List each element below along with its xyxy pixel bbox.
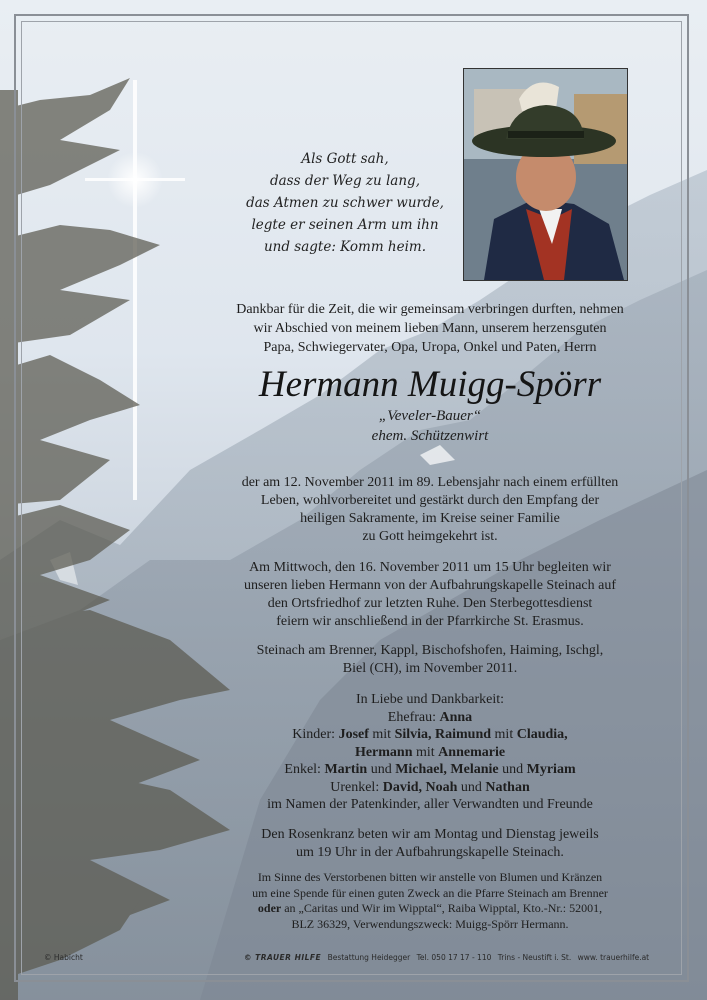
- paragraph-line-rest: an „Caritas und Wir im Wipptal“, Raiba Wipptal, Kto.-Nr.: 52001,: [284, 901, 603, 915]
- children-line: [200, 726, 660, 744]
- grandchildren-line: [200, 761, 660, 779]
- company-name: Bestattung Heidegger: [327, 953, 411, 962]
- connector: und: [370, 762, 392, 777]
- paragraph-line: Den Rosenkranz beten wir am Montag und Dienstag jeweils: [261, 827, 599, 842]
- connector: und: [502, 762, 524, 777]
- connector: mit: [494, 727, 514, 742]
- intro-text: [200, 300, 660, 357]
- children-label: Kinder:: [292, 727, 336, 742]
- poem-line: dass der Weg zu lang,: [269, 173, 420, 189]
- death-paragraph: [200, 474, 660, 546]
- paragraph-line: Leben, wohlvorbereitet und gestärkt durch den Empfang der: [260, 493, 600, 508]
- great-grandchild-name: Nathan: [485, 779, 530, 795]
- oder-word: oder: [257, 901, 282, 915]
- poem-line: Als Gott sah,: [301, 151, 389, 167]
- connector: mit: [416, 744, 435, 760]
- mourners-heading: In Liebe und Dankbarkeit:: [355, 692, 505, 707]
- paragraph-line: heiligen Sakramente, im Kreise seiner Familie: [300, 511, 560, 526]
- paragraph-line: Am Mittwoch, den 16. November 2011 um 15 Uhr begleiten wir: [249, 560, 611, 575]
- photo-credit: © Habicht: [44, 953, 83, 962]
- nickname: „Veveler-Bauer“: [378, 408, 482, 424]
- portrait-photo: [463, 68, 628, 281]
- footer: [244, 953, 653, 962]
- paragraph-line: unseren lieben Hermann von der Aufbahrungskapelle Steinach auf: [243, 578, 617, 593]
- rosary-paragraph: [200, 826, 660, 862]
- mourners-list: [200, 691, 660, 814]
- intro-line: wir Abschied von meinem lieben Mann, unserem herzensguten: [253, 321, 607, 336]
- child-name: Hermann: [354, 744, 413, 760]
- connector: mit: [372, 727, 392, 742]
- poem-line: und sagte: Komm heim.: [263, 239, 427, 255]
- website-link[interactable]: www. trauerhilfe.at: [577, 953, 650, 962]
- paragraph-line: [200, 901, 660, 917]
- brand-logo: © TRAUER HILFE: [244, 953, 322, 962]
- deceased-name: Hermann Muigg-Spörr: [258, 364, 602, 405]
- paragraph-line: der am 12. November 2011 im 89. Lebensjahr nach einem erfüllten: [241, 475, 619, 490]
- role: ehem. Schützenwirt: [371, 428, 489, 444]
- poem-line: das Atmen zu schwer wurde,: [246, 195, 444, 211]
- phone: Tel. 050 17 17 - 110: [416, 953, 492, 962]
- paragraph-line: Im Sinne des Verstorbenen bitten wir anstelle von Blumen und Kränzen: [257, 870, 603, 884]
- subtitle: [200, 406, 660, 446]
- great-grandchildren-label: Urenkel:: [330, 779, 380, 795]
- spouse-label: Ehefrau:: [387, 709, 436, 725]
- funeral-paragraph: [200, 559, 660, 631]
- spouse-name: Anna: [439, 709, 473, 725]
- grandchild-name: Myriam: [526, 762, 576, 777]
- paragraph-line: BLZ 36329, Verwendungszweck: Muigg-Spörr Hermann.: [291, 916, 569, 931]
- address: Trins - Neustift i. St.: [497, 953, 572, 962]
- donation-paragraph: [200, 870, 660, 932]
- paragraph-line: um 19 Uhr in der Aufbahrungskapelle Steinach.: [296, 845, 564, 860]
- connector: und: [460, 779, 482, 795]
- child-name: Annemarie: [438, 744, 506, 760]
- intro-line: Dankbar für die Zeit, die wir gemeinsam verbringen durften, nehmen: [236, 302, 624, 317]
- children-line-2: [200, 744, 660, 762]
- grandchildren-label: Enkel:: [284, 762, 321, 777]
- paragraph-line: zu Gott heimgekehrt ist.: [362, 529, 498, 544]
- paragraph-line: um eine Spende für einen guten Zweck an die Pfarre Steinach am Brenner: [252, 885, 608, 900]
- grandchild-name: Michael, Melanie: [395, 762, 499, 777]
- paragraph-line: Biel (CH), im November 2011.: [342, 661, 518, 676]
- poem: [230, 148, 460, 258]
- great-grandchildren-line: [200, 779, 660, 797]
- mourners-closing: im Namen der Patenkinder, aller Verwandten und Freunde: [267, 797, 593, 812]
- places-paragraph: [200, 642, 660, 678]
- portrait-illustration: [464, 69, 627, 280]
- child-name: Josef: [338, 727, 369, 742]
- paragraph-line: den Ortsfriedhof zur letzten Ruhe. Den Sterbegottesdienst: [267, 596, 593, 611]
- poem-line: legte er seinen Arm um ihn: [251, 217, 439, 233]
- child-name: Claudia,: [516, 727, 568, 742]
- paragraph-line: feiern wir anschließend in der Pfarrkirche St. Erasmus.: [276, 614, 584, 629]
- intro-line: Papa, Schwiegervater, Opa, Uropa, Onkel und Paten, Herrn: [263, 340, 597, 355]
- great-grandchild-name: David, Noah: [382, 779, 458, 795]
- paragraph-line: Steinach am Brenner, Kappl, Bischofshofen, Haiming, Ischgl,: [256, 643, 604, 658]
- spouse-line: [200, 709, 660, 727]
- child-name: Silvia, Raimund: [394, 727, 492, 742]
- grandchild-name: Martin: [324, 762, 368, 777]
